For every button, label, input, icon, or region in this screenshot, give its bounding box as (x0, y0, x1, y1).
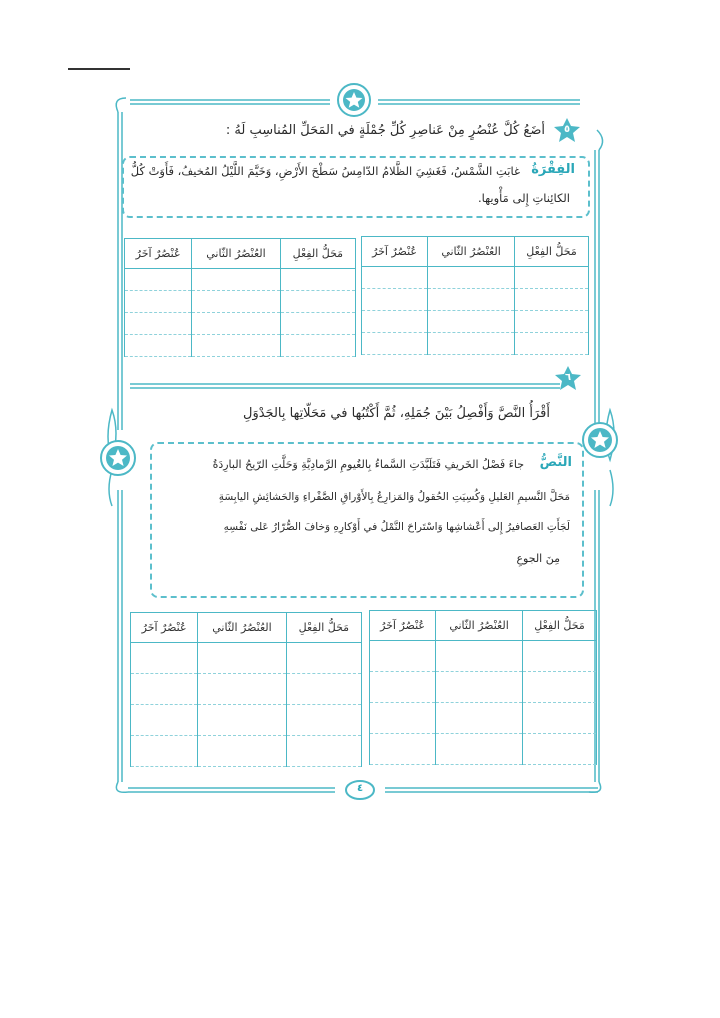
table-cell[interactable] (131, 674, 198, 705)
table-cell[interactable] (125, 335, 192, 357)
header-second-element: العُنْصُرُ الثّاني (428, 237, 515, 267)
table-cell[interactable] (131, 705, 198, 736)
exercise-1-instruction: أضَعُ كُلَّ عُنْصُرٍ مِنْ عَناصِرِ كُلِّ جُمْلَةٍ في المَحَلِّ المُناسِبِ لَهُ : (225, 123, 545, 138)
paragraph-line-1: غابَتِ الشَّمْسُ، فَغَشِيَ الظَّلامُ الدّامِسُ سَطْحَ الأَرْضِ، وَخَيَّمَ اللَّيْلُ المُخيفُ، فَأَوَتْ كُلُّ (130, 164, 520, 178)
exercise-1-number: ٥ (563, 124, 571, 135)
table-row (131, 736, 362, 767)
table-row (125, 269, 356, 291)
header-second-element: العُنْصُرُ الثّاني (192, 239, 280, 269)
table-row (362, 289, 589, 311)
table-cell[interactable] (523, 672, 597, 703)
table-cell[interactable] (198, 674, 286, 705)
header-other-element: عُنْصُرٌ آخَرُ (370, 611, 436, 641)
table-row (131, 674, 362, 705)
text-line-3: لَجَأَتِ العَصافيرُ إِلى أَعْشاشِها وَاسْتَراحَ النَّمْلُ في أَوْكارِهِ وَخافَ الصُّرّارُ عَلى نَفْسِهِ (223, 521, 570, 533)
table-cell[interactable] (192, 269, 280, 291)
exercise-2-instruction: أَقْرَأُ النَّصَّ وَأَفْصِلُ بَيْنَ جُمَلِهِ، ثُمَّ أَكْتُبُها في مَحَلّاتِها بِالجَدْوَلِ (243, 406, 550, 421)
table-cell[interactable] (280, 291, 355, 313)
table-cell[interactable] (192, 335, 280, 357)
table-cell[interactable] (436, 703, 523, 734)
table-cell[interactable] (286, 736, 361, 767)
table-cell[interactable] (428, 289, 515, 311)
table-cell[interactable] (280, 313, 355, 335)
table-cell[interactable] (198, 643, 286, 674)
table-row (370, 703, 597, 734)
table-cell[interactable] (523, 703, 597, 734)
table-cell[interactable] (370, 734, 436, 765)
table-cell[interactable] (286, 705, 361, 736)
table-cell[interactable] (370, 641, 436, 672)
table-row (362, 333, 589, 355)
paragraph-line-2: الكائِناتِ إِلى مَأْويها. (477, 191, 570, 205)
exercise-1-table-right (361, 236, 589, 355)
exercise-2-table-left (130, 612, 362, 767)
table-row (125, 313, 356, 335)
table-cell[interactable] (286, 643, 361, 674)
table-cell[interactable] (436, 641, 523, 672)
table-cell[interactable] (436, 734, 523, 765)
table-cell[interactable] (198, 705, 286, 736)
table-cell[interactable] (436, 672, 523, 703)
table-cell[interactable] (192, 291, 280, 313)
table-cell[interactable] (428, 333, 515, 355)
table-cell[interactable] (428, 267, 515, 289)
table-cell[interactable] (125, 313, 192, 335)
table-row (370, 734, 597, 765)
table-row (370, 672, 597, 703)
table-cell[interactable] (370, 703, 436, 734)
table-cell[interactable] (131, 643, 198, 674)
table-cell[interactable] (280, 335, 355, 357)
header-second-element: العُنْصُرُ الثّاني (198, 613, 286, 643)
table-row (125, 335, 356, 357)
table-cell[interactable] (515, 311, 589, 333)
table-cell[interactable] (515, 289, 589, 311)
table-row (131, 705, 362, 736)
table-cell[interactable] (362, 267, 428, 289)
header-second-element: العُنْصُرُ الثّاني (436, 611, 523, 641)
table-cell[interactable] (131, 736, 198, 767)
text-line-4: مِنَ الجوعِ (516, 552, 560, 565)
table-cell[interactable] (523, 734, 597, 765)
header-verb-place: مَحَلُّ الفِعْلِ (523, 611, 597, 641)
table-row (362, 267, 589, 289)
text-line-1: جاءَ فَصْلُ الخَريفِ فَتَلَبَّدَتِ السَّماءُ بِالغُيومِ الرَّمادِيَّةِ وَحَلَّتِ الرّيحُ البارِدَةُ (212, 458, 524, 471)
table-cell[interactable] (523, 641, 597, 672)
table-cell[interactable] (286, 674, 361, 705)
table-row (131, 643, 362, 674)
exercise-2-number: ٦ (564, 372, 572, 383)
header-other-element: عُنْصُرٌ آخَرُ (125, 239, 192, 269)
table-cell[interactable] (198, 736, 286, 767)
header-verb-place: مَحَلُّ الفِعْلِ (286, 613, 361, 643)
header-other-element: عُنْصُرٌ آخَرُ (131, 613, 198, 643)
table-cell[interactable] (515, 333, 589, 355)
exercise-2-table-right (369, 610, 597, 765)
paragraph-label: الفِقْرَةُ (531, 162, 575, 177)
table-cell[interactable] (362, 289, 428, 311)
table-cell[interactable] (192, 313, 280, 335)
table-cell[interactable] (515, 267, 589, 289)
table-cell[interactable] (362, 311, 428, 333)
text-line-2: مَحَلَّ النَّسيمِ العَليلِ وَكُسِيَتِ الحُقولُ وَالمَزارِعُ بِالأَوْراقِ الصَّفْراءِ وَالحَشائِشِ اليابِسَةِ (218, 491, 570, 503)
header-verb-place: مَحَلُّ الفِعْلِ (515, 237, 589, 267)
text-label: النَّصُّ (539, 455, 572, 470)
table-cell[interactable] (428, 311, 515, 333)
table-row (370, 641, 597, 672)
page-number: ٤ (356, 783, 364, 794)
header-verb-place: مَحَلُّ الفِعْلِ (280, 239, 355, 269)
header-other-element: عُنْصُرٌ آخَرُ (362, 237, 428, 267)
table-cell[interactable] (362, 333, 428, 355)
table-cell[interactable] (125, 269, 192, 291)
table-row (362, 311, 589, 333)
exercise-1-table-left (124, 238, 356, 357)
table-row (125, 291, 356, 313)
table-cell[interactable] (280, 269, 355, 291)
table-cell[interactable] (125, 291, 192, 313)
table-cell[interactable] (370, 672, 436, 703)
